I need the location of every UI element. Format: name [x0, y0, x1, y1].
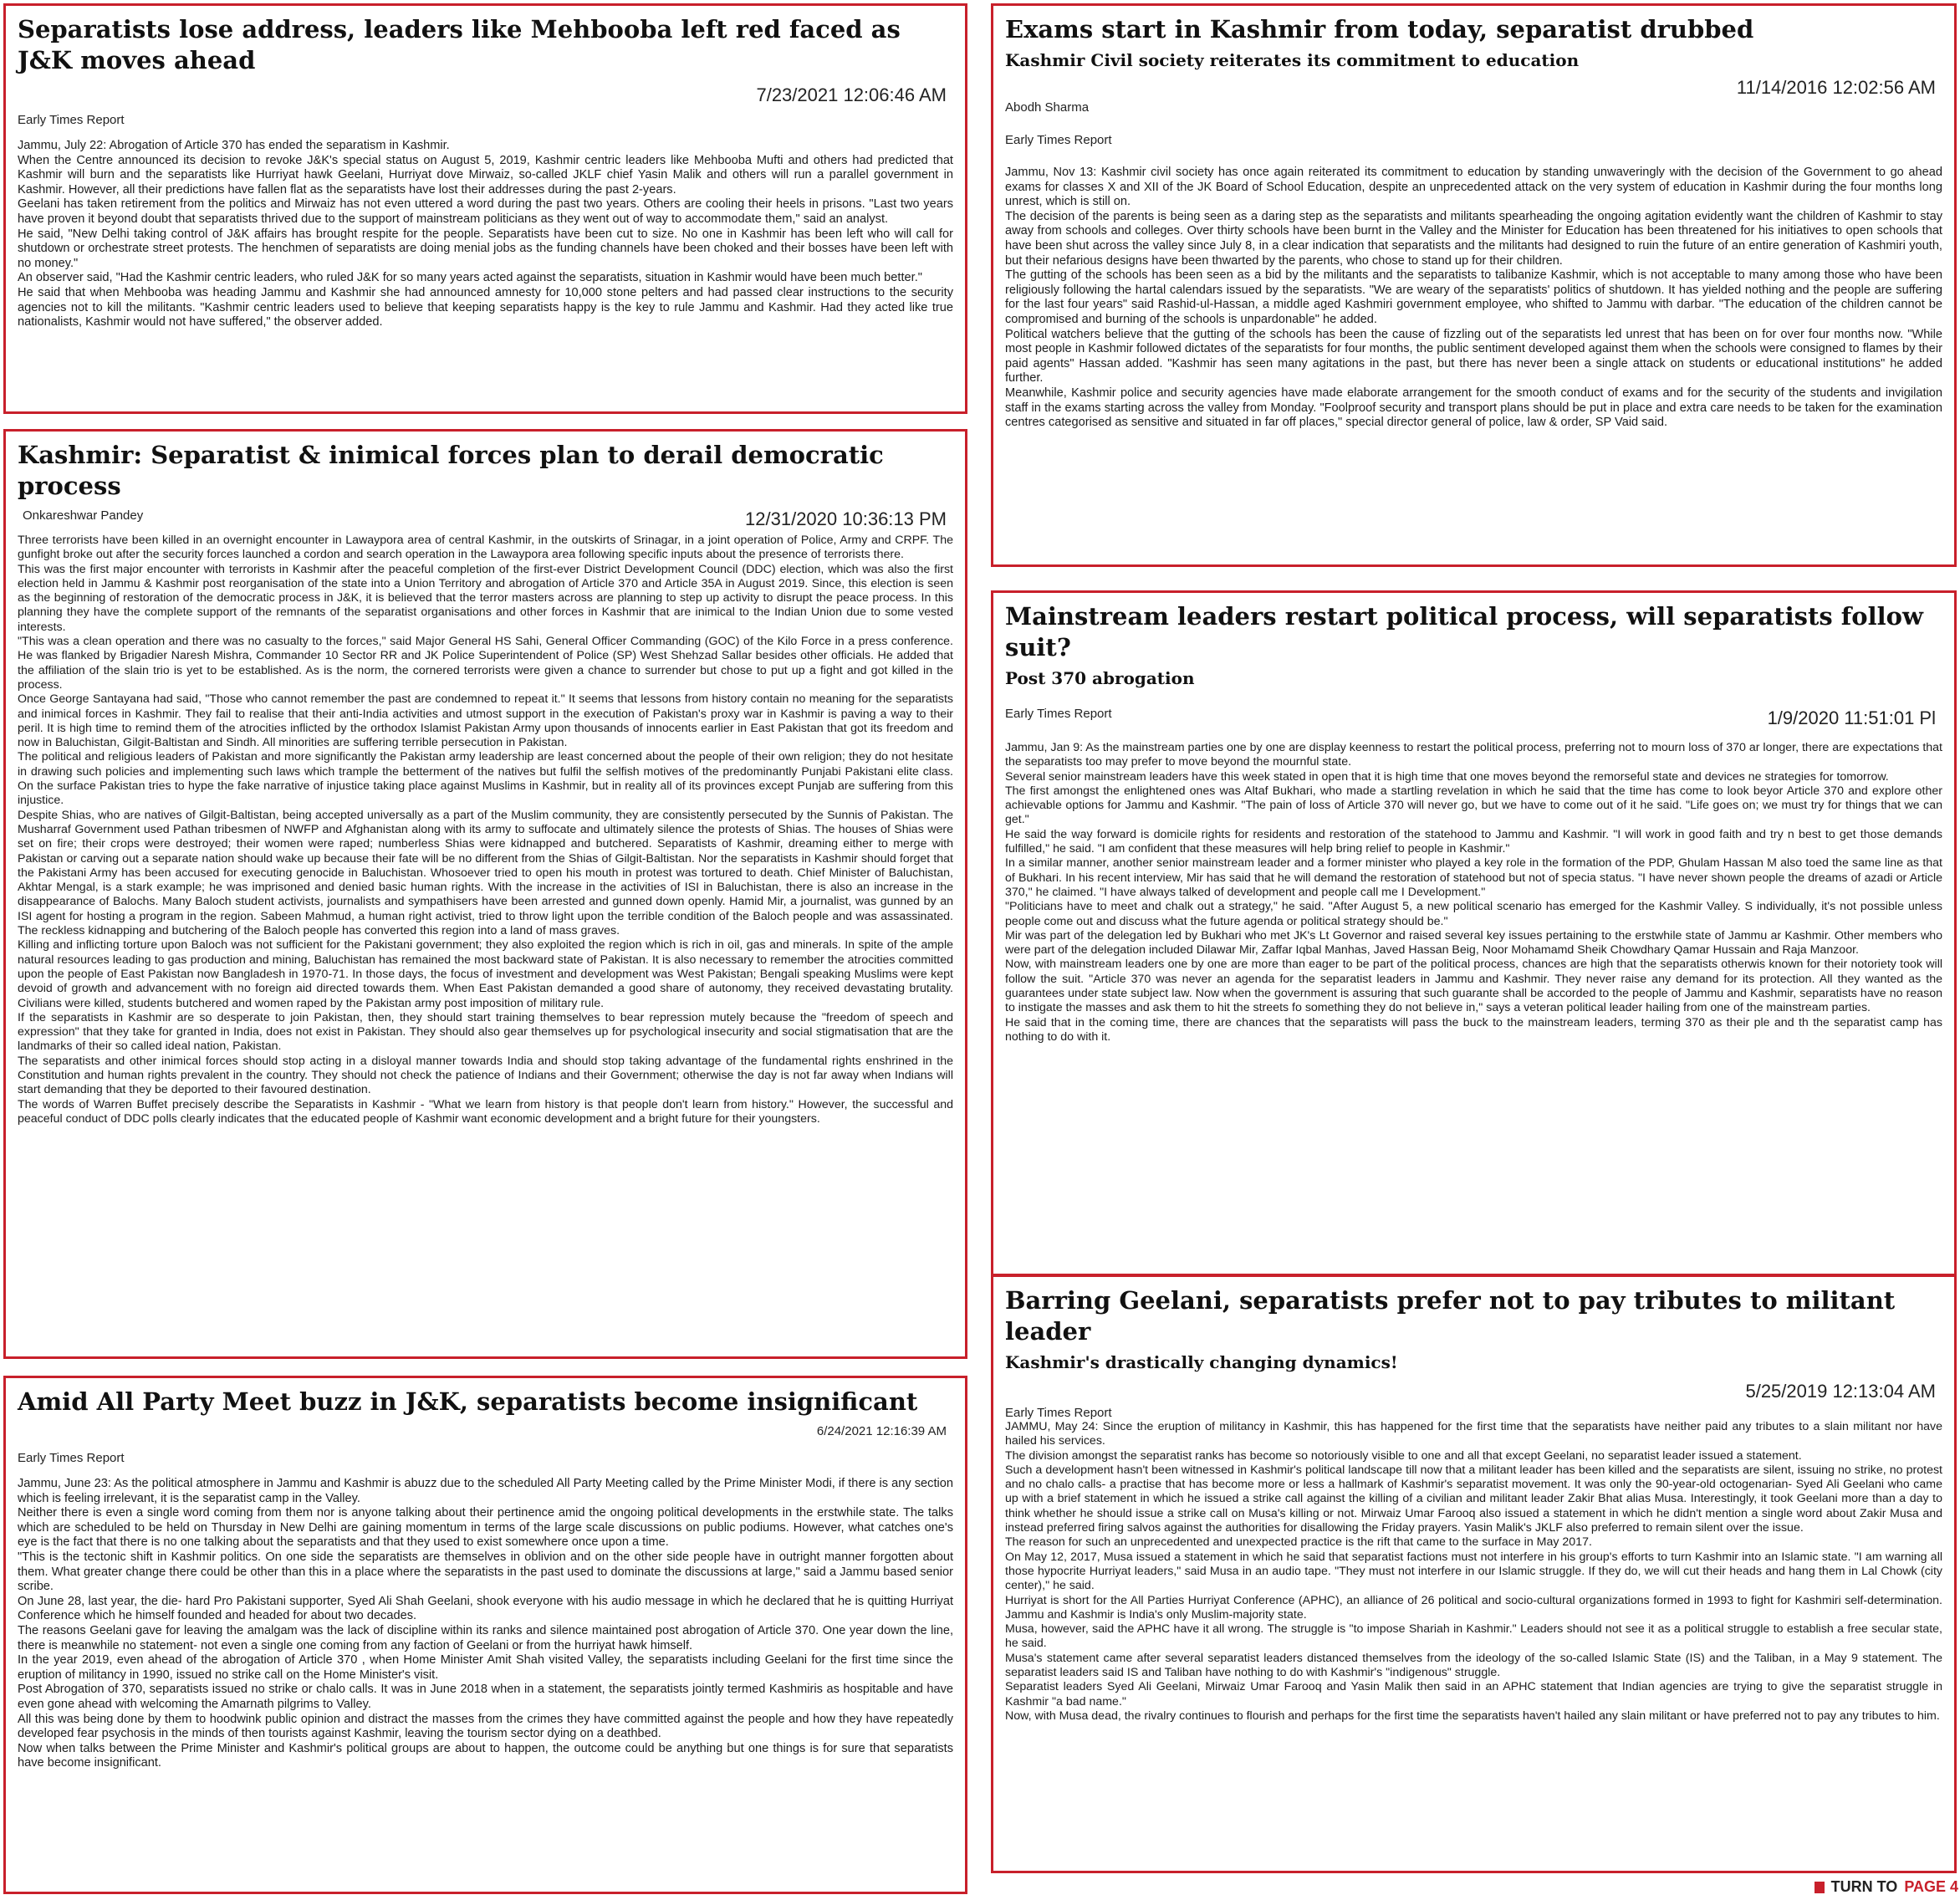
- article-3-paragraph: On June 28, last year, the die- hard Pro Pakistani supporter, Syed Ali Shah Geelani, shook everyone with his audio message in which he declared that he is quitting Hurriyat Conference which he himself founded and headed for about two decades.: [18, 1594, 953, 1623]
- article-5-paragraph: In a similar manner, another senior mainstream leader and a former minister who played a key role in the formation of the PDP, Ghulam Hassan M also toed the same line as that of Bukhari. In his recent interview, Mir has said that he will demand the restoration of statehood but not of specia status. "I have never shown people the dreams of azadi or Article 370," he claimed. "I have always talked of development and people call me I Development.": [1005, 856, 1942, 899]
- article-4-paragraph: Political watchers believe that the gutting of the schools has been the cause of fizzling out of the separatists led unrest that has been on for over four months now. "While most people in Kashmir followed dictates of the separatists for four months, the public sentiment developed against them when the schools were consigned to flames by their paid agents" Hassan added. "Kashmir has seen many agitations in the past, but there has never been a single attack on students or educational institutions" he added further.: [1005, 327, 1942, 386]
- article-4-timestamp: 11/14/2016 12:02:56 AM: [1736, 77, 1936, 98]
- article-1-source: Early Times Report: [18, 113, 125, 127]
- article-2-paragraph: The separatists and other inimical forces should stop acting in a disloyal manner towards India and should stop taking advantage of the fundamental rights enshrined in the Constitution and human rights prevalent in the country. They should not check the patience of Indians and their Government; otherwise the day is not far away when Indians will start demanding that they be deported to their favoured destination.: [18, 1054, 953, 1097]
- article-4-paragraph: Meanwhile, Kashmir police and security agencies have made elaborate arrangement for the smooth conduct of exams and for the security of the students and invigilation staff in the exams starting across the valley from Monday. "Foolproof security and transport plans should be put in place and extra care needs to be taken for the examination centres categorised as sensitive and situated in far off places," special director general of police, law & order, SP Vaid said.: [1005, 386, 1942, 430]
- article-6-meta: [1005, 1381, 1942, 1406]
- article-6-paragraph: Now, with Musa dead, the rivalry continues to flourish and perhaps for the first time the separatists haven't hailed any slain militant or have preferred not to pay any tributes to him.: [1005, 1708, 1940, 1723]
- article-6-paragraph: The reason for such an unprecedented and unexpected practice is the rift that came to the surface in May 2017.: [1005, 1535, 1592, 1550]
- article-2-body: [18, 534, 953, 1126]
- article-6-source: Early Times Report: [1005, 1406, 1112, 1420]
- article-6-paragraph: On May 12, 2017, Musa issued a statement in which he said that separatist factions must not interfere in his group's efforts to turn Kashmir into an Islamic state. "I am warning all those hypocrite Hurriyat leaders," said Musa in an audio tape. "They must not interfere in our Islamic struggle. If they do, we will cut their heads and hang them in Lal Chowk (city center)," he said.: [1005, 1550, 1942, 1593]
- article-5-paragraph: Now, with mainstream leaders one by one are more than eager to be part of the political process, chances are high that the separatists otherwis known for their notoriety took will follow the suit. "Article 370 was never an agenda for the separatist leaders in Jammu and Kashmir. They never raise any demand for its protection. All they wanted as the guarantees under state subject law. Now when the government is assuring that such guarante shall be accorded to the people of Jammu and Kashmir, separatists have no reason to instigate the masses and ask them to hit the streets fo something they do not believe in," says a veteran political leader hailing from one of the mainstream parties.: [1005, 958, 1942, 1015]
- article-2-paragraph: Once George Santayana had said, "Those who cannot remember the past are condemned to repeat it." It seems that lessons from history contain no meaning for the separatists and inimical forces in Kashmir. They fail to realise that their anti-India activities and utmost support in the execution of Pakistan's proxy war in Kashmir is paving a way to their peril. It is high time to remind them of the atrocities inflicted by the orthodox Islamist Pakistan Army upon thousands of innocents earlier in East Pakistan that got its freedom and now in Baluchistan, Gilgit-Baltistan and Sindh. All minorities are suffering terrible persecution in Pakistan.: [18, 692, 953, 750]
- article-1-meta: [18, 84, 953, 113]
- article-2-paragraph: The political and religious leaders of Pakistan and more significantly the Pakistan army leadership are least concerned about the people of their own religion; they do not hesitate in drawing such policies and implementing such laws which trample the betterment of the natives but fulfil the selfish motives of the predominantly Punjabi Pakistani elite class. On the surface Pakistan tries to hype the fake narrative of injustice taking place against Muslims in Kashmir, but in reality all of its provinces except Punjab are suffering from this injustice.: [18, 750, 953, 808]
- article-2-headline: Kashmir: Separatist & inimical forces plan to derail democratic process: [18, 441, 884, 500]
- article-5-timestamp: 1/9/2020 11:51:01 Pl: [1767, 707, 1936, 728]
- article-3-body: [18, 1477, 953, 1771]
- article-5-paragraph: Mir was part of the delegation led by Bukhari who met JK's Lt Governor and raised several key issues pertaining to the erstwhile state of Jammu ar Kashmir. Other members who were part of the delegation included Dilawar Mir, Zaffar Iqbal Manhas, Javed Hassan Beig, Noor Mohamamd Sheik Chowdhary Qamar Hussain and Raja Manzoor.: [1005, 928, 1942, 958]
- article-4-author: Abodh Sharma: [1005, 100, 1090, 115]
- article-5-meta: [1005, 699, 1942, 728]
- article-1-paragraph: Jammu, July 22: Abrogation of Article 370 has ended the separatism in Kashmir.: [18, 139, 450, 152]
- article-4-meta: [1005, 77, 1942, 100]
- article-5-paragraph: He said that in the coming time, there are chances that the separatists will pass the buck to the mainstream leaders, terming 370 as their ple and th the separatist camp has nothing to do with it.: [1005, 1015, 1942, 1044]
- article-2-paragraph: Killing and inflicting torture upon Baloch was not sufficient for the Pakistani government; they also exploited the region which is rich in oil, gas and minerals. In spite of the ample natural resources leading to gas production and mining, Baluchistan has remained the most backward state of Pakistan. It is also necessary to remember the atrocities committed upon the people of East Pakistan now Bangladesh in 1970-71. In those days, the focus of investment and development was West Pakistan; Bengali speaking Muslims were kept devoid of growth and advancement with no foreign aid directed towards them. When East Pakistan demanded a good share of autonomy, they received devastating brutality. Civilians were killed, students butchered and women raped by the Pakistan army post imposition of military rule.: [18, 938, 953, 1010]
- article-2-paragraph: Three terrorists have been killed in an overnight encounter in Lawaypora area of central Kashmir, in the outskirts of Srinagar, in a joint operation of Police, Army and CRPF. The gunfight broke out after the security forces launched a cordon and search operation in the Lawaypora area following specific inputs about the presence of terrorists there.: [18, 534, 953, 562]
- article-3-headline: Amid All Party Meet buzz in J&K, separatists become insignificant: [18, 1387, 918, 1416]
- article-2-paragraph: If the separatists in Kashmir are so desperate to join Pakistan, then, they should start training themselves to bear repression mutely because the "freedom of speech and expression" that they take for granted in India, does not exist in Pakistan. They should also gear themselves up for psychological insecurity and social stigmatisation that are the landmarks of their so called ideal nation, Pakistan.: [18, 1010, 953, 1054]
- turn-to-label: TURN TO: [1830, 1878, 1898, 1895]
- article-3-paragraph: Post Abrogation of 370, separatists issued no strike or chalo calls. It was in June 2018 when in a statement, the separatists jointly termed Kashmiris as hospitable and have even gone ahead with welcoming the Amarnath pilgrims to Valley.: [18, 1683, 953, 1711]
- article-5-source: Early Times Report: [1005, 707, 1112, 721]
- article-3-paragraph: All this was being done by them to hoodwink public opinion and distract the masses from the crimes they have committed against the people and how they have repeatedly developed fear psychosis in the minds of then tourists against Kashmir, leaving the tourism sector dying on a deathbed.: [18, 1712, 953, 1741]
- article-6-paragraph: Separatist leaders Syed Ali Geelani, Mirwaiz Umar Farooq and Yasin Malik then said in an APHC statement that Indian agencies are trying to give the separatist struggle in Kashmir "a bad name.": [1005, 1680, 1942, 1708]
- article-4-source: Early Times Report: [1005, 133, 1112, 147]
- article-1-paragraph: An observer said, "Had the Kashmir centric leaders, who ruled J&K for so many years acted against the separatists, situation in Kashmir would have been much better.": [18, 271, 922, 285]
- article-4-paragraph: The decision of the parents is being seen as a daring step as the separatists and militants spearheading the ongoing agitation evidently want the children of Kashmir to stay away from schools and colleges. Over thirty schools have been burnt in the Valley and the Minister for Education has been threatened for his initiatives to open schools that have been shut across the valley since July 8, in a clear indication that separatists and the militants had designed to ruin the future of an entire generation of Kashmiri youth, but their nefarious designs have been thwarted by the parents, who chose to stand up for their children.: [1005, 209, 1942, 268]
- article-5-paragraph: The first amongst the enlightened ones was Altaf Bukhari, who made a startling revelation in which he said that the time has come to look beyor Article 370 and explore other achievable options for Jammu and Kashmir. "The pain of loss of Article 370 will never go, but we have to come out of it he said. "Life goes on; we must try for things that we can get.": [1005, 784, 1942, 827]
- article-6-paragraph: Musa, however, said the APHC have it all wrong. The struggle is "to impose Shariah in Kashmir." Leaders should not see it as a political struggle to establish a free secular state, he said.: [1005, 1622, 1942, 1651]
- article-3-paragraph: In the year 2019, even ahead of the abrogation of Article 370 , when Home Minister Amit Shah visited Valley, the separatists including Geelani for the first time since the eruption of militancy in 1990, issued no strike call on the Home Minister's visit.: [18, 1653, 953, 1682]
- article-2-paragraph: The words of Warren Buffet precisely describe the Separatists in Kashmir - "What we learn from history is that people don't learn from history." However, the successful and peaceful conduct of DDC polls clearly indicates that the educated people of Kashmir want economic development and a bright future for their youngsters.: [18, 1097, 953, 1126]
- article-5-subheadline: Post 370 abrogation: [1005, 668, 1195, 688]
- article-3-paragraph: Jammu, June 23: As the political atmosphere in Jammu and Kashmir is abuzz due to the scheduled All Party Meeting called by the Prime Minister Modi, if there is any section which is feeling irrelevant, it is the separatist camp in the Valley.: [18, 1477, 953, 1505]
- article-4-subheadline: Kashmir Civil society reiterates its commitment to education: [1005, 50, 1580, 70]
- article-6-paragraph: JAMMU, May 24: Since the eruption of militancy in Kashmir, this has happened for the first time that the separatists have neither paid any tributes to a slain militant nor have hailed his services.: [1005, 1420, 1942, 1448]
- article-4-body: [1005, 166, 1942, 431]
- article-2-paragraph: "This was a clean operation and there was no casualty to the forces," said Major General HS Sahi, General Officer Commanding (GOC) of the Kilo Force in a press conference. He was flanked by Brigadier Naresh Mishra, Commander 10 Sector RR and JK Police Superintendent of Police (SP) West Shehzad Sallar besides other officials. He added that the affiliation of the slain trio is yet to be established. As is the norm, the cornered terrorists were given a chance to surrender but chose to put up a fight and got killed in the process.: [18, 635, 953, 692]
- article-1-paragraph: When the Centre announced its decision to revoke J&K's special status on August 5, 2019, Kashmir centric leaders like Mehbooba Mufti and others had predicted that Kashmir will burn and the separatists like Hurriyat hawk Geelani, Hurriyat dove Mirwaiz, so-called JKLF chief Yasin Malik and others will run a parallel government in Kashmir. However, all their predictions have fallen flat as the separatists have lost their addresses during the past 2-years.: [18, 153, 953, 197]
- article-1: [3, 3, 967, 414]
- article-6-paragraph: Musa's statement came after several separatist leaders distanced themselves from the ideology of the so-called Islamic State (IS) and the Taliban, in a May 9 statement. The separatist leaders said IS and Taliban have nothing to do with Kashmir's "indigenous" struggle.: [1005, 1651, 1942, 1680]
- article-6-paragraph: Such a development hasn't been witnessed in Kashmir's political landscape till now that a militant leader has been killed and the separatists are silent, issuing no strike, no protest and no chalo calls- a practise that has become more or less a hallmark of Kashmir's separatist movement. It was only the 90-year-old octogenarian- Syed Ali Geelani who came up with a brief statement in which he issued a strike call against the killing of a civilian and militant leader Zakir Bhat alias Musa. Interestingly, it took Geelani more than a day to think whether he should issue a strike call on Musa's killing or not. Mirwaiz Umar Farooq also issued a statement in which he didn't mention a single word about Zakir Musa and instead preferred firing salvos against the authorities for disallowing the Friday prayers. Yasin Malik's JKLF also preferred to remain silent over the issue.: [1005, 1463, 1942, 1535]
- article-3-paragraph: Now when talks between the Prime Minister and Kashmir's political groups are about to happen, the outcome could be anything but one things is for sure that separatists have become insignificant.: [18, 1741, 953, 1770]
- article-3-source: Early Times Report: [18, 1451, 125, 1465]
- article-6-paragraph: Hurriyat is short for the All Parties Hurriyat Conference (APHC), an alliance of 26 political and socio-cultural organizations formed in 1993 to fight for Kashmiri self-determination. Jammu and Kashmir is India's only Muslim-majority state.: [1005, 1593, 1942, 1622]
- turn-to-page-link[interactable]: [1815, 1878, 1958, 1896]
- article-1-timestamp: 7/23/2021 12:06:46 AM: [756, 84, 947, 105]
- article-2-meta: [18, 508, 953, 534]
- article-6-paragraph: The division amongst the separatist ranks has become so notoriously visible to one and all that except Geelani, no separatist leader issued a statement.: [1005, 1448, 1802, 1463]
- article-2: [3, 429, 967, 1359]
- article-3-paragraph: The reasons Geelani gave for leaving the amalgam was the lack of discipline within its ranks and silence maintained post abrogation of Article 370. One year down the line, there is meanwhile no statement- not even a single one coming from any faction of Geelani or from the hurriyat hawk himself.: [18, 1623, 953, 1652]
- article-2-author: Onkareshwar Pandey: [23, 508, 144, 523]
- article-5-paragraph: He said the way forward is domicile rights for residents and restoration of the statehood to Jammu and Kashmir. "I will work in good faith and try n best to get those demands fulfilled," he said. "I am confident that these measures will help bring relief to people in Kashmir.": [1005, 827, 1942, 856]
- article-6-subheadline: Kashmir's drastically changing dynamics!: [1005, 1352, 1398, 1372]
- article-5-paragraph: "Politicians have to meet and chalk out a strategy," he said. "After August 5, a new political scenario has emerged for the Kashmir Valley. S individually, it's not possible unless people come out and discuss what the future agenda or political strategy should be.": [1005, 900, 1942, 928]
- article-4-headline: Exams start in Kashmir from today, separatist drubbed: [1005, 15, 1754, 43]
- article-3-meta: [18, 1424, 953, 1446]
- article-6-headline: Barring Geelani, separatists prefer not to pay tributes to militant leader: [1005, 1286, 1896, 1346]
- article-5-paragraph: Jammu, Jan 9: As the mainstream parties one by one are display keenness to restart the political process, preferring not to mourn loss of 370 ar longer, there are expectations that the separatists too may prefer to move beyond the mournful state.: [1005, 741, 1942, 769]
- article-1-paragraph: Geelani has taken retirement from the politics and Mirwaiz has not even uttered a word during the past two years. Others are cooling their heels in prisons. "Last two years have proven it beyond doubt that separatists thrived due to the support of mainstream politicians as they went out of way to accommodate them," said an analyst.: [18, 197, 953, 226]
- article-6-body: [1005, 1420, 1942, 1724]
- article-5: [991, 590, 1957, 1276]
- red-square-icon: [1815, 1882, 1825, 1893]
- article-4-paragraph: Jammu, Nov 13: Kashmir civil society has once again reiterated its commitment to education by standing unwaveringly with the decision of the Government to go ahead exams for classes X and XII of the JK Board of School Education, despite an unprecedented attack on the very system of education in Kashmir during the four months long unrest, which is still on.: [1005, 166, 1942, 209]
- article-5-headline: Mainstream leaders restart political process, will separatists follow suit?: [1005, 602, 1923, 661]
- article-3-paragraph: "This is the tectonic shift in Kashmir politics. On one side the separatists are themselves in oblivion and on the other side people have in outright manner forgotten about them. What greater change there could be other than this in a place where the separatists in the past used to dominate the discussions at large," said a Jammu based senior scribe.: [18, 1550, 953, 1594]
- article-3-paragraph: Neither there is even a single word coming from them nor is anyone talking about their pertinence amid the ongoing political developments in the erstwhile state. The talks which are scheduled to be held on Thursday in New Delhi are gaining momentum in terms of the large scale discussions on public podiums. However, what catches one's eye is the fact that there is no one talking about the separatists and that they used to exist somewhere once upon a time.: [18, 1506, 953, 1550]
- article-2-timestamp: 12/31/2020 10:36:13 PM: [745, 508, 947, 529]
- article-2-paragraph: This was the first major encounter with terrorists in Kashmir after the peaceful completion of the first-ever District Development Council (DDC) election, which was also the first election held in Jammu & Kashmir post reorganisation of the state into a Union Territory and abrogation of Article 370 and Article 35A in August 2019. Since, this election is seen as the beginning of restoration of the democratic process in J&K, it is believed that the terror masters across are planning to step up activity to disrupt the peace process. In this planning they have the complete support of the remnants of the separatist organisations and other forces in Kashmir that are inimical to the Indian Union due to some vested interests.: [18, 562, 953, 634]
- article-1-body: [18, 139, 953, 330]
- turn-to-page-number: PAGE 4: [1904, 1878, 1958, 1895]
- article-1-headline: Separatists lose address, leaders like Mehbooba left red faced as J&K moves ahead: [18, 15, 901, 74]
- article-2-paragraph: Despite Shias, who are natives of Gilgit-Baltistan, being accepted universally as a part of the Muslim community, they are consistently persecuted by the Sunnis of Pakistan. The Musharraf Government used Pathan tribesmen of NWFP and Afghanistan along with its army to suffocate and ultimately silence the protests of Shias. The houses of Shias were set on fire; their crops were destroyed; their women were raped; numberless Shias were kidnapped and butchered. Separatists of Kashmir, dreaming either to merge with Pakistan or carving out a separate nation should wake up because their fate will be no different from the Shias of Gilgit-Baltistan. Nor the separatists in Kashmir should forget that the Pakistani Army has been accused for executing genocide in Baluchistan. Whosoever tried to open his mouth in protest was tortured to death. Chief Minister of Baluchistan, Akhtar Mengal, is a stark example; he was imprisoned and denied basic human rights. With the increase in the activities of ISI in Baluchistan, there is also an increase in the disappearance of Balochs. Many Baloch student activists, journalists and sympathisers have been arrested and gunned down openly. Hamid Mir, a journalist, was gunned by an ISI agent for hosting a program in the region. Sabeen Mahmud, a human right activist, tried to throw light upon the terrible condition of the Baloch people and was assassinated. The reckless kidnapping and butchering of the Baloch people has converted this region into a land of mass graves.: [18, 808, 953, 938]
- article-3: [3, 1376, 967, 1894]
- article-6-timestamp: 5/25/2019 12:13:04 AM: [1745, 1381, 1936, 1402]
- article-4-paragraph: The gutting of the schools has been seen as a bid by the militants and the separatists to talibanize Kashmir, which is not acceptable to many among those who have been religiously following the hartal calendars issued by the separatists. "We are weary of the separatists' politics of shutdown. It has yielded nothing and the people are suffering for the last four years" said Rashid-ul-Hassan, a middle aged Kashmiri government employee, who shifted to Jammu with darbar. "The education of the children cannot be compromised and burning of the schools is unpardonable" he added.: [1005, 268, 1942, 326]
- article-1-paragraph: He said that when Mehbooba was heading Jammu and Kashmir she had announced amnesty for 10,000 stone pelters and had passed clear instructions to the security agencies not to kill the militants. "Kashmir centric leaders used to believe that keeping separatists happy is the key to rule Jammu and Kashmir. Had they acted like true nationalists, Kashmir would not have suffered," the observer added.: [18, 285, 953, 329]
- article-5-paragraph: Several senior mainstream leaders have this week stated in open that it is high time that one moves beyond the remorseful state and devices ne strategies for tomorrow.: [1005, 769, 1889, 784]
- article-3-timestamp: 6/24/2021 12:16:39 AM: [816, 1424, 947, 1438]
- article-5-body: [1005, 741, 1942, 1044]
- article-4: [991, 3, 1957, 567]
- article-6: [991, 1274, 1957, 1873]
- article-1-paragraph: He said, "New Delhi taking control of J&K affairs has brought respite for the people. Separatists have been cut to size. No one in Kashmir has been left who will call for shutdown or orchestrate street protests. The henchmen of separatists are doing menial jobs as the funding channels have been choked and their bosses have been left with no money.": [18, 227, 953, 270]
